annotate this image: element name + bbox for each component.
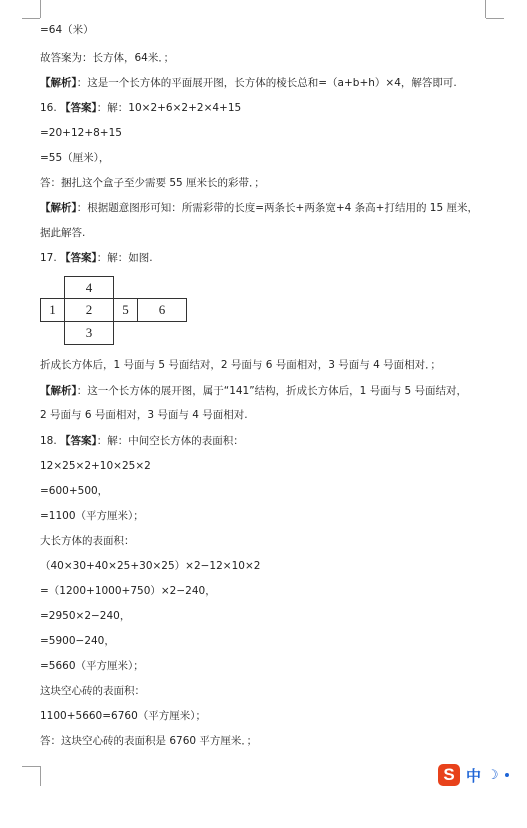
cuboid-net-figure [40,276,190,346]
net-face-6: 6 [137,298,187,322]
net-face-4: 4 [64,276,114,299]
moon-icon[interactable]: ☽ [487,767,499,783]
net-face-1: 1 [40,298,65,322]
line-q17-analysis: 【解析】：这一个长方体的展开图，属于“141”结构，折成长方体后，1 号面与 5 号面结对， [40,385,468,397]
crop-mark-bottom-left-v [40,766,41,786]
line-q18-step2: =600+500， [40,485,109,497]
line-q18-brick-title: 这块空心砖的表面积： [40,685,145,697]
crop-mark-top-right-v [485,0,486,18]
line-q18-brick-sum: 1100+5660=6760（平方厘米）； [40,710,207,722]
line-q18-large-step1: （40×30+40×25+30×25）×2−12×10×2 [40,560,261,572]
line-q16-analysis: 【解析】：根据题意图形可知：所需彩带的长度=两条长+两条宽+4 条高+打结用的 15 厘米， [40,202,478,214]
line-q18-answer: 18. 【答案】：解：中间空长方体的表面积： [40,435,244,447]
line-q16-analysis-cont: 据此解答. [40,227,86,239]
line-q16-conclusion: 答：捆扎这个盒子至少需要 55 厘米长的彩带．； [40,177,265,189]
ime-toolbar[interactable] [438,764,527,786]
crop-mark-bottom-left-h [22,766,40,767]
line-q18-large-title: 大长方体的表面积： [40,535,135,547]
line-answer-cuboid: 故答案为：长方体，64米．； [40,52,175,64]
line-q16-answer: 16. 【答案】：解：10×2+6×2+2×4+15 [40,102,242,114]
line-q17-answer: 17. 【答案】：解：如图. [40,252,153,264]
line-q16-step1: =20+12+8+15 [40,127,122,139]
line-q17-folding: 折成长方体后，1 号面与 5 号面结对，2 号面与 6 号面相对，3 号面与 4 号面相对．； [40,359,441,371]
line-equals-64: =64（米） [40,24,94,36]
net-face-5: 5 [113,298,138,322]
line-q18-conclusion: 答：这块空心砖的表面积是 6760 平方厘米．； [40,735,258,747]
line-q17-analysis-cont: 2 号面与 6 号面相对，3 号面与 4 号面相对. [40,409,248,421]
line-q18-large-step2: =（1200+1000+750）×2−240， [40,585,216,597]
ime-chinese-mode-toggle[interactable]: 中 [466,766,482,785]
line-analysis-15: 【解析】：这是一个长方体的平面展开图，长方体的棱长总和=（a+b+h）×4，解答即可. [40,77,457,89]
line-q18-large-step4: =5900−240， [40,635,115,647]
crop-mark-top-left-v [40,0,41,18]
line-q18-large-step3: =2950×2−240， [40,610,131,622]
net-face-2: 2 [64,298,114,322]
line-q18-step1: 12×25×2+10×25×2 [40,460,151,472]
line-q18-large-step5: =5660（平方厘米）； [40,660,144,672]
crop-mark-top-left-h [22,18,40,19]
punctuation-dot-icon[interactable] [505,773,509,777]
sogou-logo-icon[interactable]: S [438,764,460,786]
line-q18-step3: =1100（平方厘米）； [40,510,144,522]
net-face-3: 3 [64,321,114,345]
crop-mark-top-right-h [486,18,504,19]
line-q16-step2: =55（厘米）， [40,152,110,164]
